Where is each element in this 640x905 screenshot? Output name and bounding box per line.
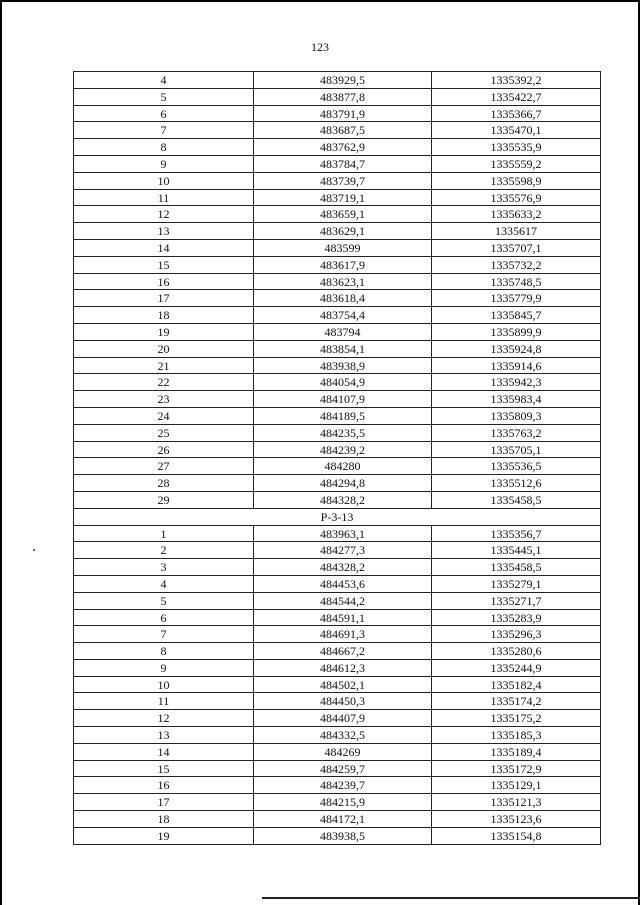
table-row xyxy=(74,240,601,257)
y-coordinate-cell: 1335271,7 xyxy=(432,593,601,610)
x-coordinate-cell: 483599 xyxy=(254,240,432,257)
table-row xyxy=(74,173,601,190)
y-coordinate-cell: 1335422,7 xyxy=(432,89,601,106)
y-coordinate-cell: 1335633,2 xyxy=(432,206,601,223)
table-row xyxy=(74,794,601,811)
y-coordinate-cell: 1335174,2 xyxy=(432,693,601,710)
point-number-cell: 22 xyxy=(74,374,254,391)
y-coordinate-cell: 1335175,2 xyxy=(432,710,601,727)
table-row xyxy=(74,677,601,694)
point-number-cell: 11 xyxy=(74,190,254,207)
point-number-cell: 19 xyxy=(74,828,254,845)
table-row xyxy=(74,274,601,291)
y-coordinate-cell: 1335172,9 xyxy=(432,761,601,778)
scan-border-left xyxy=(0,0,2,905)
point-number-cell: 17 xyxy=(74,290,254,307)
x-coordinate-cell: 484450,3 xyxy=(254,693,432,710)
y-coordinate-cell: 1335942,3 xyxy=(432,374,601,391)
table-row xyxy=(74,811,601,828)
table-row xyxy=(74,727,601,744)
point-number-cell: 13 xyxy=(74,727,254,744)
table-row xyxy=(74,106,601,123)
table-row xyxy=(74,89,601,106)
y-coordinate-cell: 1335983,4 xyxy=(432,391,601,408)
x-coordinate-cell: 483791,9 xyxy=(254,106,432,123)
x-coordinate-cell: 483617,9 xyxy=(254,257,432,274)
y-coordinate-cell: 1335536,5 xyxy=(432,458,601,475)
table-row xyxy=(74,458,601,475)
y-coordinate-cell: 1335705,1 xyxy=(432,442,601,459)
x-coordinate-cell: 484280 xyxy=(254,458,432,475)
section-title: Р-3-13 xyxy=(74,509,601,526)
y-coordinate-cell: 1335392,2 xyxy=(432,72,601,89)
y-coordinate-cell: 1335123,6 xyxy=(432,811,601,828)
y-coordinate-cell: 1335129,1 xyxy=(432,777,601,794)
point-number-cell: 3 xyxy=(74,559,254,576)
point-number-cell: 29 xyxy=(74,492,254,509)
x-coordinate-cell: 484591,1 xyxy=(254,610,432,627)
point-number-cell: 7 xyxy=(74,626,254,643)
y-coordinate-cell: 1335182,4 xyxy=(432,677,601,694)
x-coordinate-cell: 484239,7 xyxy=(254,777,432,794)
y-coordinate-cell: 1335924,8 xyxy=(432,341,601,358)
y-coordinate-cell: 1335279,1 xyxy=(432,576,601,593)
table-row xyxy=(74,643,601,660)
table-row xyxy=(74,257,601,274)
point-number-cell: 15 xyxy=(74,761,254,778)
table-row xyxy=(74,290,601,307)
table-row xyxy=(74,526,601,543)
point-number-cell: 24 xyxy=(74,408,254,425)
point-number-cell: 2 xyxy=(74,542,254,559)
y-coordinate-cell: 1335283,9 xyxy=(432,610,601,627)
x-coordinate-cell: 483618,4 xyxy=(254,290,432,307)
table-row xyxy=(74,307,601,324)
y-coordinate-cell: 1335914,6 xyxy=(432,358,601,375)
x-coordinate-cell: 484235,5 xyxy=(254,425,432,442)
table-row xyxy=(74,190,601,207)
point-number-cell: 8 xyxy=(74,643,254,660)
table-row xyxy=(74,223,601,240)
x-coordinate-cell: 484332,5 xyxy=(254,727,432,744)
point-number-cell: 1 xyxy=(74,526,254,543)
point-number-cell: 6 xyxy=(74,106,254,123)
point-number-cell: 8 xyxy=(74,139,254,156)
x-coordinate-cell: 484277,3 xyxy=(254,542,432,559)
y-coordinate-cell: 1335845,7 xyxy=(432,307,601,324)
table-row xyxy=(74,744,601,761)
x-coordinate-cell: 484215,9 xyxy=(254,794,432,811)
bottom-border xyxy=(262,897,640,899)
table-row xyxy=(74,341,601,358)
point-number-cell: 12 xyxy=(74,710,254,727)
point-number-cell: 6 xyxy=(74,610,254,627)
point-number-cell: 5 xyxy=(74,593,254,610)
table-row xyxy=(74,610,601,627)
y-coordinate-cell: 1335366,7 xyxy=(432,106,601,123)
x-coordinate-cell: 484172,1 xyxy=(254,811,432,828)
table-row xyxy=(74,660,601,677)
x-coordinate-cell: 483963,1 xyxy=(254,526,432,543)
x-coordinate-cell: 483794 xyxy=(254,324,432,341)
y-coordinate-cell: 1335185,3 xyxy=(432,727,601,744)
x-coordinate-cell: 484239,2 xyxy=(254,442,432,459)
table-row xyxy=(74,828,601,845)
coordinates-table xyxy=(73,71,601,845)
table-row xyxy=(74,122,601,139)
y-coordinate-cell: 1335121,3 xyxy=(432,794,601,811)
x-coordinate-cell: 484269 xyxy=(254,744,432,761)
table-row xyxy=(74,777,601,794)
y-coordinate-cell: 1335809,3 xyxy=(432,408,601,425)
point-number-cell: 9 xyxy=(74,156,254,173)
point-number-cell: 4 xyxy=(74,72,254,89)
table-row xyxy=(74,693,601,710)
section-row xyxy=(74,509,601,526)
x-coordinate-cell: 484107,9 xyxy=(254,391,432,408)
y-coordinate-cell: 1335748,5 xyxy=(432,274,601,291)
table-row xyxy=(74,576,601,593)
table-body-a xyxy=(74,72,601,509)
point-number-cell: 13 xyxy=(74,223,254,240)
x-coordinate-cell: 483938,9 xyxy=(254,358,432,375)
x-coordinate-cell: 483929,5 xyxy=(254,72,432,89)
x-coordinate-cell: 484259,7 xyxy=(254,761,432,778)
y-coordinate-cell: 1335899,9 xyxy=(432,324,601,341)
point-number-cell: 12 xyxy=(74,206,254,223)
table-row xyxy=(74,761,601,778)
y-coordinate-cell: 1335445,1 xyxy=(432,542,601,559)
x-coordinate-cell: 484612,3 xyxy=(254,660,432,677)
point-number-cell: 14 xyxy=(74,240,254,257)
point-number-cell: 20 xyxy=(74,341,254,358)
table-row xyxy=(74,139,601,156)
x-coordinate-cell: 484189,5 xyxy=(254,408,432,425)
x-coordinate-cell: 483762,9 xyxy=(254,139,432,156)
scan-border-top xyxy=(0,0,640,2)
table-row xyxy=(74,156,601,173)
table-row xyxy=(74,425,601,442)
point-number-cell: 17 xyxy=(74,794,254,811)
point-number-cell: 19 xyxy=(74,324,254,341)
x-coordinate-cell: 484328,2 xyxy=(254,559,432,576)
y-coordinate-cell: 1335598,9 xyxy=(432,173,601,190)
table-row xyxy=(74,358,601,375)
table-row xyxy=(74,391,601,408)
y-coordinate-cell: 1335763,2 xyxy=(432,425,601,442)
x-coordinate-cell: 484407,9 xyxy=(254,710,432,727)
y-coordinate-cell: 1335458,5 xyxy=(432,492,601,509)
table-row xyxy=(74,542,601,559)
point-number-cell: 7 xyxy=(74,122,254,139)
table-row xyxy=(74,475,601,492)
table-row xyxy=(74,374,601,391)
table-row xyxy=(74,408,601,425)
y-coordinate-cell: 1335576,9 xyxy=(432,190,601,207)
y-coordinate-cell: 1335559,2 xyxy=(432,156,601,173)
scan-speck xyxy=(33,549,35,551)
x-coordinate-cell: 483623,1 xyxy=(254,274,432,291)
x-coordinate-cell: 483854,1 xyxy=(254,341,432,358)
y-coordinate-cell: 1335296,3 xyxy=(432,626,601,643)
point-number-cell: 5 xyxy=(74,89,254,106)
y-coordinate-cell: 1335535,9 xyxy=(432,139,601,156)
y-coordinate-cell: 1335458,5 xyxy=(432,559,601,576)
y-coordinate-cell: 1335280,6 xyxy=(432,643,601,660)
x-coordinate-cell: 483754,4 xyxy=(254,307,432,324)
table-row xyxy=(74,593,601,610)
point-number-cell: 10 xyxy=(74,173,254,190)
point-number-cell: 11 xyxy=(74,693,254,710)
y-coordinate-cell: 1335707,1 xyxy=(432,240,601,257)
table-body-b xyxy=(74,526,601,845)
x-coordinate-cell: 483877,8 xyxy=(254,89,432,106)
point-number-cell: 25 xyxy=(74,425,254,442)
point-number-cell: 4 xyxy=(74,576,254,593)
x-coordinate-cell: 484544,2 xyxy=(254,593,432,610)
point-number-cell: 26 xyxy=(74,442,254,459)
point-number-cell: 18 xyxy=(74,811,254,828)
table-row xyxy=(74,324,601,341)
y-coordinate-cell: 1335356,7 xyxy=(432,526,601,543)
point-number-cell: 14 xyxy=(74,744,254,761)
point-number-cell: 16 xyxy=(74,274,254,291)
point-number-cell: 16 xyxy=(74,777,254,794)
y-coordinate-cell: 1335470,1 xyxy=(432,122,601,139)
point-number-cell: 23 xyxy=(74,391,254,408)
page-number: 123 xyxy=(311,40,329,54)
y-coordinate-cell: 1335244,9 xyxy=(432,660,601,677)
y-coordinate-cell: 1335154,8 xyxy=(432,828,601,845)
y-coordinate-cell: 1335189,4 xyxy=(432,744,601,761)
point-number-cell: 18 xyxy=(74,307,254,324)
table-row xyxy=(74,206,601,223)
x-coordinate-cell: 484453,6 xyxy=(254,576,432,593)
table-row xyxy=(74,492,601,509)
x-coordinate-cell: 483659,1 xyxy=(254,206,432,223)
y-coordinate-cell: 1335512,6 xyxy=(432,475,601,492)
table-row xyxy=(74,442,601,459)
x-coordinate-cell: 484667,2 xyxy=(254,643,432,660)
point-number-cell: 27 xyxy=(74,458,254,475)
x-coordinate-cell: 484328,2 xyxy=(254,492,432,509)
table-row xyxy=(74,710,601,727)
point-number-cell: 10 xyxy=(74,677,254,694)
y-coordinate-cell: 1335617 xyxy=(432,223,601,240)
x-coordinate-cell: 484054,9 xyxy=(254,374,432,391)
table-row xyxy=(74,626,601,643)
x-coordinate-cell: 484502,1 xyxy=(254,677,432,694)
y-coordinate-cell: 1335732,2 xyxy=(432,257,601,274)
point-number-cell: 9 xyxy=(74,660,254,677)
x-coordinate-cell: 484691,3 xyxy=(254,626,432,643)
x-coordinate-cell: 483719,1 xyxy=(254,190,432,207)
x-coordinate-cell: 483739,7 xyxy=(254,173,432,190)
y-coordinate-cell: 1335779,9 xyxy=(432,290,601,307)
table-row xyxy=(74,559,601,576)
point-number-cell: 21 xyxy=(74,358,254,375)
table-row xyxy=(74,72,601,89)
x-coordinate-cell: 483784,7 xyxy=(254,156,432,173)
x-coordinate-cell: 483938,5 xyxy=(254,828,432,845)
x-coordinate-cell: 483687,5 xyxy=(254,122,432,139)
point-number-cell: 28 xyxy=(74,475,254,492)
x-coordinate-cell: 483629,1 xyxy=(254,223,432,240)
x-coordinate-cell: 484294,8 xyxy=(254,475,432,492)
point-number-cell: 15 xyxy=(74,257,254,274)
